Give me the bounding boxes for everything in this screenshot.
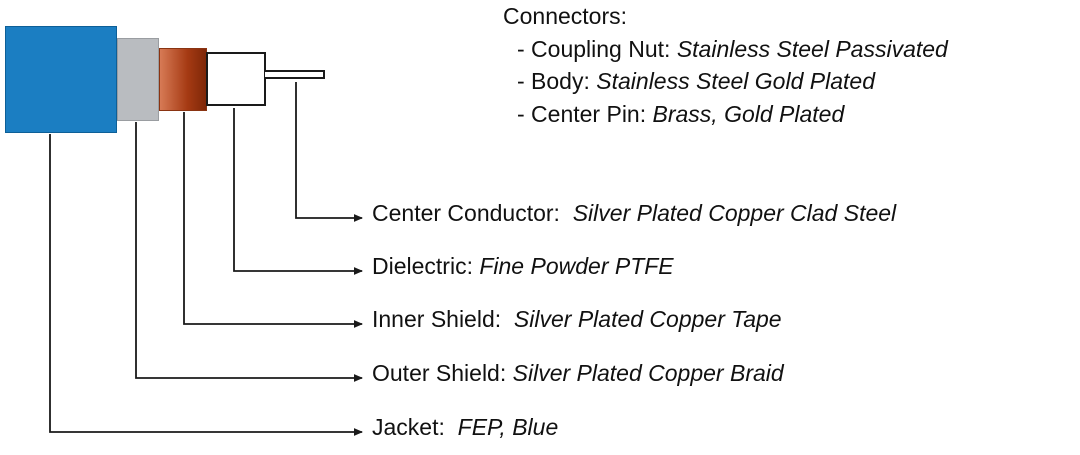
connectors-item-coupling-nut-value: Stainless Steel Passivated — [676, 35, 948, 62]
callout-center-conductor — [372, 200, 896, 226]
connectors-item-center-pin — [503, 98, 948, 131]
connectors-item-body — [503, 65, 948, 98]
leader-center-conductor — [296, 82, 362, 218]
connectors-item-body-value: Stainless Steel Gold Plated — [596, 68, 875, 95]
callout-inner-shield-value: Silver Plated Copper Tape — [513, 306, 782, 332]
callout-jacket-value: FEP, Blue — [457, 414, 559, 440]
connectors-heading: Connectors: — [503, 3, 628, 29]
callout-outer-shield-value: Silver Plated Copper Braid — [512, 360, 784, 386]
leader-dielectric — [234, 108, 362, 271]
connectors-item-body-label: - Body: — [517, 68, 590, 95]
connectors-item-center-pin-value: Brass, Gold Plated — [652, 100, 845, 127]
callout-jacket — [372, 414, 558, 440]
leader-jacket — [50, 134, 362, 432]
callout-inner-shield-label: Inner Shield: — [372, 306, 502, 332]
connectors-note — [503, 0, 948, 131]
callout-outer-shield — [372, 360, 784, 386]
callout-jacket-label: Jacket: — [372, 414, 445, 440]
callout-center-conductor-value: Silver Plated Copper Clad Steel — [572, 200, 897, 226]
callout-outer-shield-label: Outer Shield: — [372, 360, 507, 386]
callout-inner-shield — [372, 306, 782, 332]
connectors-item-coupling-nut — [503, 33, 948, 66]
callout-dielectric — [372, 253, 674, 279]
leader-outer-shield — [136, 122, 362, 378]
callout-center-conductor-label: Center Conductor: — [372, 200, 560, 226]
callout-dielectric-value: Fine Powder PTFE — [479, 253, 674, 279]
connectors-item-coupling-nut-label: - Coupling Nut: — [517, 35, 671, 62]
connectors-item-center-pin-label: - Center Pin: — [517, 100, 647, 127]
callout-dielectric-label: Dielectric: — [372, 253, 473, 279]
